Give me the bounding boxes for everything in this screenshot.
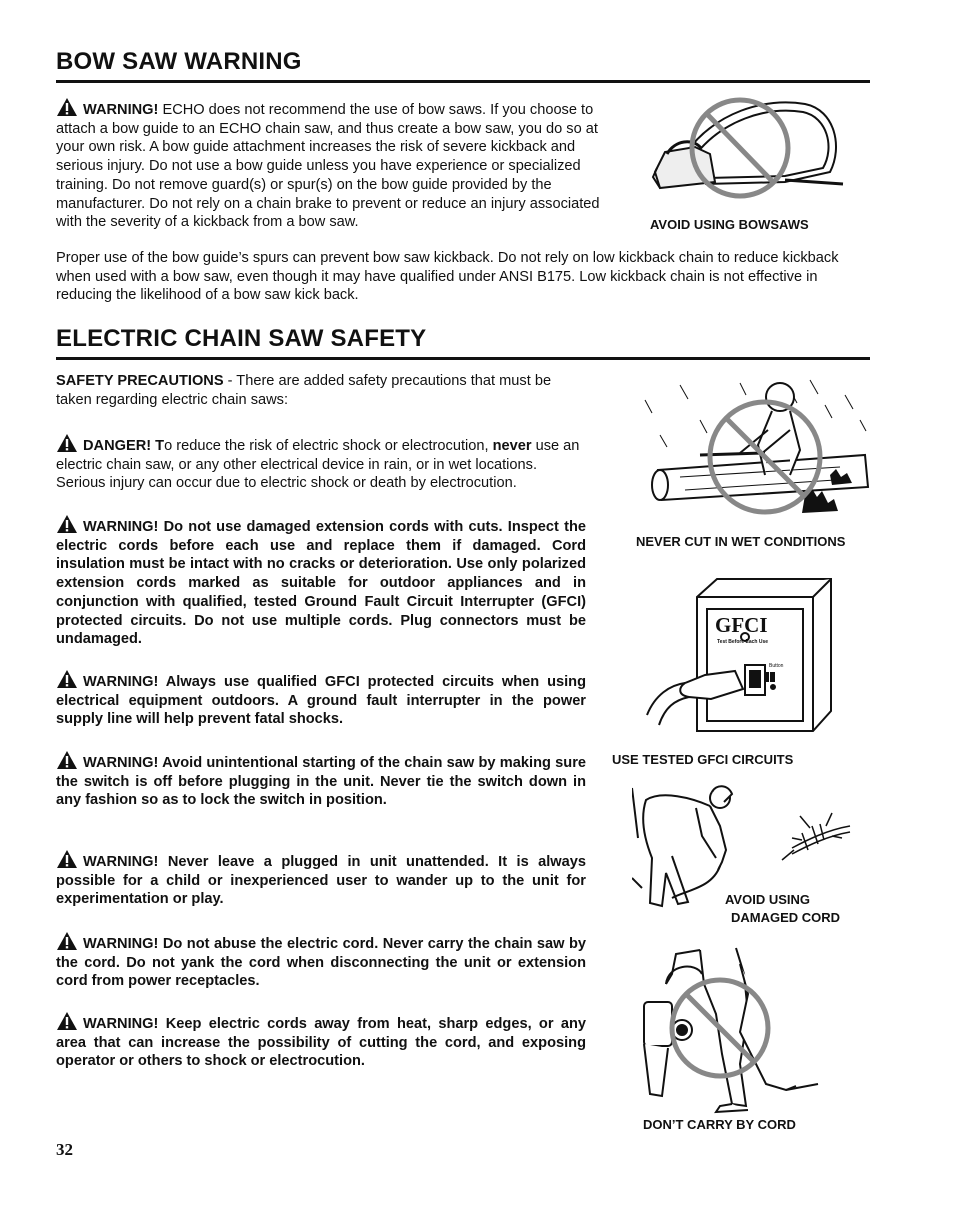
- damaged-cord-caption: [725, 891, 840, 926]
- precautions-label: SAFETY PRECAUTIONS: [56, 373, 224, 389]
- warning-triangle-icon: [56, 97, 78, 117]
- bowsaw-caption: AVOID USING BOWSAWS: [650, 217, 809, 232]
- warning-triangle-icon: [56, 931, 78, 951]
- warning-triangle-icon: [56, 514, 78, 534]
- bowsaw-illustration: [645, 92, 850, 204]
- warning-text: WARNING! Do not abuse the electric cord. Never carry the chain saw by the cord. Do not yank the cord when disconnecting the unit or extension cord from power receptacles.: [56, 936, 586, 990]
- warning-text: WARNING! Never leave a plugged in unit unattended. It is always possible for a child or inexperienced user to wander up to the unit for experimentation or play.: [56, 854, 586, 908]
- damaged-cord-caption-line2: DAMAGED CORD: [731, 909, 841, 925]
- danger-text-a: o reduce the risk of electric shock or electrocution,: [164, 438, 493, 454]
- danger-notice: [56, 433, 586, 493]
- gfci-button-text: Button: [769, 663, 784, 669]
- warning-triangle-icon: [56, 750, 78, 770]
- danger-text-b: use an electric chain saw, or any other electrical device in rain, or in wet locations. Serious injury can occur due to electric shock or death by electrocution.: [56, 438, 580, 492]
- gfci-caption: USE TESTED GFCI CIRCUITS: [612, 752, 794, 767]
- electric-section-title: ELECTRIC CHAIN SAW SAFETY: [56, 325, 870, 360]
- warning-unintentional-start: [56, 750, 586, 810]
- warning-text: ECHO does not recommend the use of bow saws. If you choose to attach a bow guide to an ECHO chain saw, and thus create a bow saw, you do so at your own risk. A bow guide attachment increases the risk of severe kickback and serious injury. Do not use a bow guide unless you have experience or specialized training. Do not remove guard(s) or spur(s) on the bow guide provided by the manufacturer. Do not rely on a chain brake to prevent or reduce an injury associated with the severity of a kickback from a bow saw.: [56, 102, 600, 231]
- carry-by-cord-illustration: [636, 944, 826, 1114]
- warning-label: WARNING!: [83, 102, 159, 118]
- wet-conditions-illustration: [640, 375, 870, 530]
- damaged-cord-caption-line1: AVOID USING: [725, 892, 810, 907]
- warning-text: WARNING! Always use qualified GFCI protected circuits when using electrical equipment outdoors. A ground fault interrupter in the power supply line will help prevent fatal shocks.: [56, 674, 586, 728]
- warning-triangle-icon: [56, 433, 78, 453]
- warning-cord-abuse: [56, 931, 586, 991]
- gfci-brand-text: GFCI: [715, 613, 768, 637]
- bow-saw-section-title: BOW SAW WARNING: [56, 48, 870, 83]
- carry-by-cord-caption: DON’T CARRY BY CORD: [643, 1117, 796, 1132]
- warning-text: WARNING! Keep electric cords away from heat, sharp edges, or any area that can increase the possibility of cutting the cord, and exposing operator or others to shock or electrocution.: [56, 1016, 586, 1070]
- warning-text: WARNING! Do not use damaged extension cords with cuts. Inspect the electric cords before each use and replace them if damaged. Cord insulation must be intact with no cracks or deterioration. Use only polarized extension cords marked as suitable for outdoor appliances and in conjunction with qualified, tested Ground Fault Circuit Interrupter (GFCI) protected circuits. Do not use multiple cords. Plug connectors must be undamaged.: [56, 519, 586, 648]
- bow-saw-warning: [56, 97, 621, 232]
- gfci-illustration: [645, 575, 835, 735]
- danger-never: never: [492, 438, 532, 454]
- warning-triangle-icon: [56, 849, 78, 869]
- warning-heat-edges: [56, 1011, 586, 1071]
- gfci-subtitle-text: Test Before Each Use: [717, 639, 769, 645]
- warning-gfci: [56, 669, 586, 729]
- safety-precautions: [56, 372, 586, 409]
- page-number: 32: [56, 1140, 73, 1159]
- precautions-text: - There are added safety precautions that must be taken regarding electric chain saws:: [56, 373, 552, 408]
- warning-triangle-icon: [56, 1011, 78, 1031]
- danger-label: DANGER! T: [83, 438, 165, 454]
- wet-conditions-caption: NEVER CUT IN WET CONDITIONS: [636, 534, 846, 549]
- warning-triangle-icon: [56, 669, 78, 689]
- warning-unattended: [56, 849, 586, 909]
- bow-guide-paragraph: Proper use of the bow guide’s spurs can prevent bow saw kickback. Do not rely on low kickback chain to reduce kickback when used with a bow saw, even though it may have qualified under ANSI B175. Low kickback chain is not effective in reducing the likelihood of a bow saw kick back.: [56, 250, 839, 304]
- warning-damaged-cords: [56, 514, 586, 649]
- warning-text: WARNING! Avoid unintentional starting of the chain saw by making sure the switch is off before plugging in the unit. Never tie the switch down in any fashion so as to lock the switch in position.: [56, 755, 586, 809]
